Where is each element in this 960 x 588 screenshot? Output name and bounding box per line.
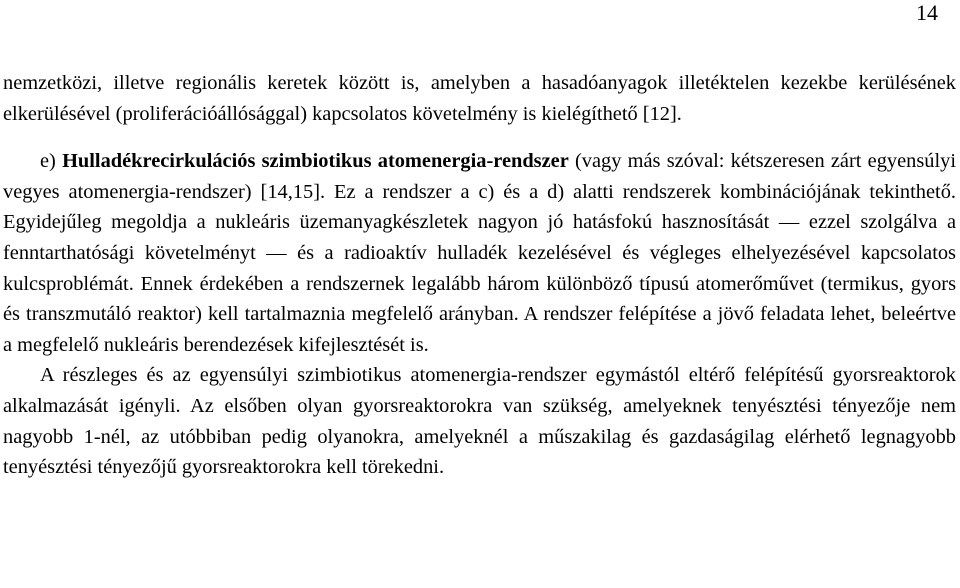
paragraph-1: nemzetközi, illetve regionális keretek között is, amelyben a hasadóanyagok illetéktelen kezekbe kerülésének elkerülésével (proliferációállósággal) kapcsolatos követelmény is kielégíthető [12]. [3,72,956,125]
page-number: 14 [916,0,938,25]
paragraph-3: A részleges és az egyensúlyi szimbiotikus atomenergia-rendszer egymástól eltérő felépítésű gyorsreaktorok alkalmazását igényli. Az elsőben olyan gyorsreaktorokra van szükség, amelyeknek tenyésztési tényezője nem nagyobb 1-nél, az utóbbiban pedig olyanokra, amelyeknél a műszakilag és gazdaságilag elérhető legnagyobb tenyésztési tényezőjű gyorsreaktorokra kell törekedni. [3,364,956,479]
list-marker: e) [40,150,63,173]
paragraph-2-text: (vagy más szóval: kétszeresen zárt egyensúlyi vegyes atomenergia-rendszer) [14,15]. Ez a rendszer a c) és a d) alatti rendszerek kombinációjának tekinthető. Egyidejűleg megoldja a nukleáris üzemanyagkészletek nagyon jó hatásfokú hasznosítását — ezzel szolgálva a fenntarthatósági követelményt — és a radioaktív hulladék kezelésével és végleges elhelyezésével kapcsolatos kulcsproblémát. Ennek érdekében a rendszernek legalább három különböző típusú atomerőművet (termikus, gyors és transzmutáló reaktor) kell tartalmaznia megfelelő arányban. A rendszer felépítése a jövő feladata lehet, beleértve a megfelelő nukleáris berendezések kifejlesztését is. [3,150,956,356]
bold-term: Hulladékrecirkulációs szimbiotikus atomenergia-rendszer [62,150,569,173]
paragraph-2 [3,146,956,360]
document-body [3,68,956,483]
